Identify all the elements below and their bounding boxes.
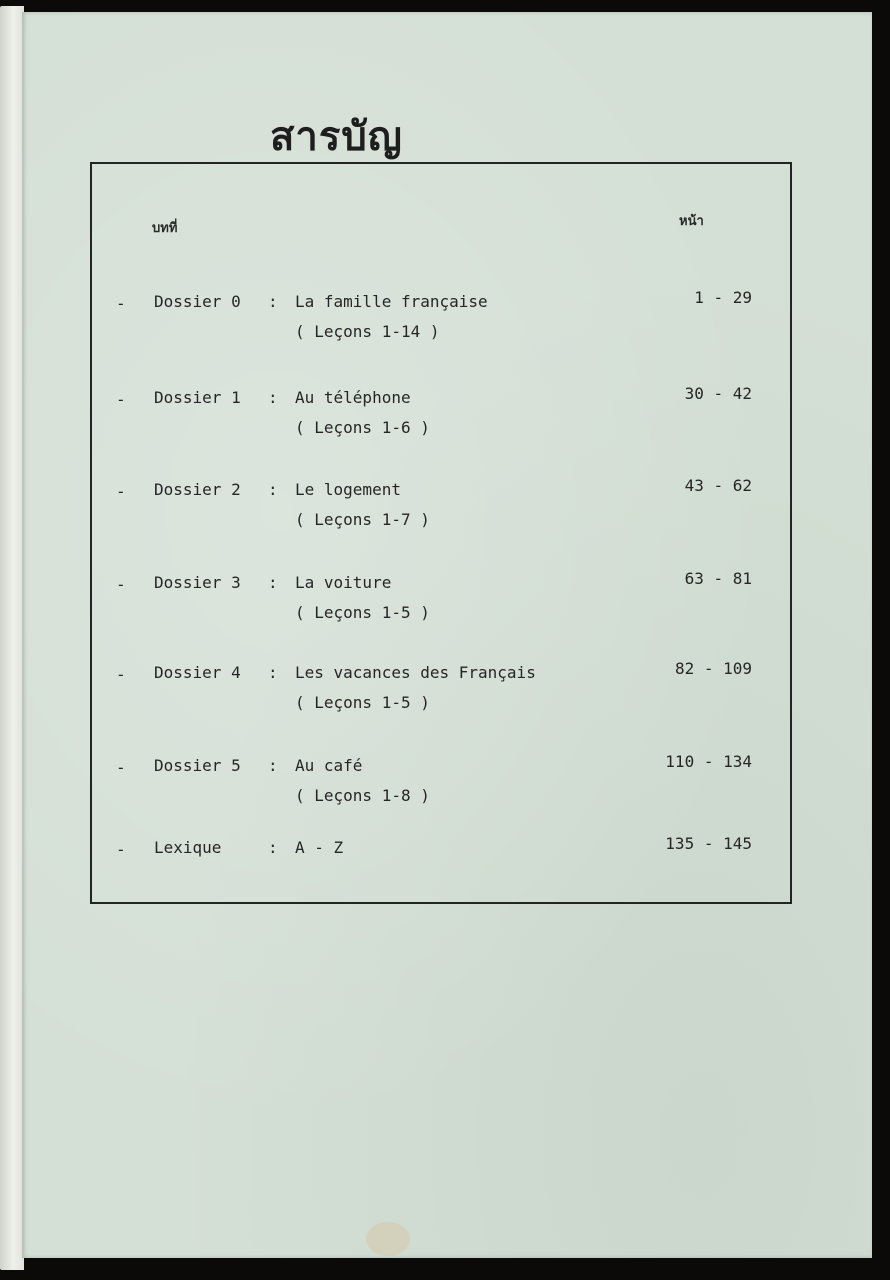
page-title: สารบัญ (270, 114, 403, 160)
entry-lessons: ( Leçons 1-5 ) (295, 603, 430, 622)
entry-colon: : (268, 480, 278, 499)
entry-dash: - (116, 575, 126, 594)
toc-entry-lexique (92, 834, 790, 898)
entry-dash: - (116, 294, 126, 313)
entry-label: Dossier 1 (154, 388, 241, 407)
entry-label: Dossier 5 (154, 756, 241, 775)
toc-entry-dossier-1 (92, 384, 790, 448)
chapter-column-header: บทที่ (152, 221, 178, 236)
toc-entry-dossier-0 (92, 288, 790, 352)
toc-entry-dossier-5 (92, 752, 790, 816)
entry-colon: : (268, 756, 278, 775)
entry-dash: - (116, 665, 126, 684)
entry-pages: 1 - 29 (694, 288, 752, 307)
entry-pages: 30 - 42 (684, 384, 752, 403)
page-edge (0, 6, 24, 1270)
entry-title: Au café (295, 756, 363, 775)
entry-colon: : (268, 388, 278, 407)
entry-pages: 82 - 109 (674, 659, 752, 678)
entry-colon: : (268, 663, 278, 682)
entry-lessons: ( Leçons 1-7 ) (295, 510, 430, 529)
entry-dash: - (116, 390, 126, 409)
page-column-header: หน้า (679, 214, 704, 229)
toc-entry-dossier-4 (92, 659, 790, 723)
entry-pages: 63 - 81 (684, 569, 752, 588)
entry-title: Les vacances des Français (295, 663, 536, 682)
entry-title: La voiture (295, 573, 392, 592)
entry-lessons: ( Leçons 1-6 ) (295, 418, 430, 437)
entry-title: Au téléphone (295, 388, 411, 407)
paper-stain (366, 1222, 410, 1256)
toc-box (90, 162, 792, 904)
entry-pages: 43 - 62 (684, 476, 752, 495)
entry-label: Dossier 3 (154, 573, 241, 592)
entry-colon: : (268, 573, 278, 592)
entry-dash: - (116, 482, 126, 501)
entry-title: A - Z (295, 838, 344, 857)
entry-lessons: ( Leçons 1-14 ) (295, 322, 440, 341)
entry-dash: - (116, 758, 126, 777)
entry-pages: 110 - 134 (665, 752, 752, 771)
entry-lessons: ( Leçons 1-5 ) (295, 693, 430, 712)
entry-dash: - (116, 840, 126, 859)
entry-colon: : (268, 292, 278, 311)
entry-label: Dossier 2 (154, 480, 241, 499)
toc-entry-dossier-3 (92, 569, 790, 633)
entry-label: Dossier 4 (154, 663, 241, 682)
document-page (22, 12, 872, 1258)
entry-colon: : (268, 838, 278, 857)
entry-label: Lexique (154, 838, 222, 857)
entry-lessons: ( Leçons 1-8 ) (295, 786, 430, 805)
entry-title: La famille française (295, 292, 488, 311)
entry-title: Le logement (295, 480, 401, 499)
toc-entry-dossier-2 (92, 476, 790, 540)
entry-label: Dossier 0 (154, 292, 241, 311)
entry-pages: 135 - 145 (665, 834, 752, 853)
